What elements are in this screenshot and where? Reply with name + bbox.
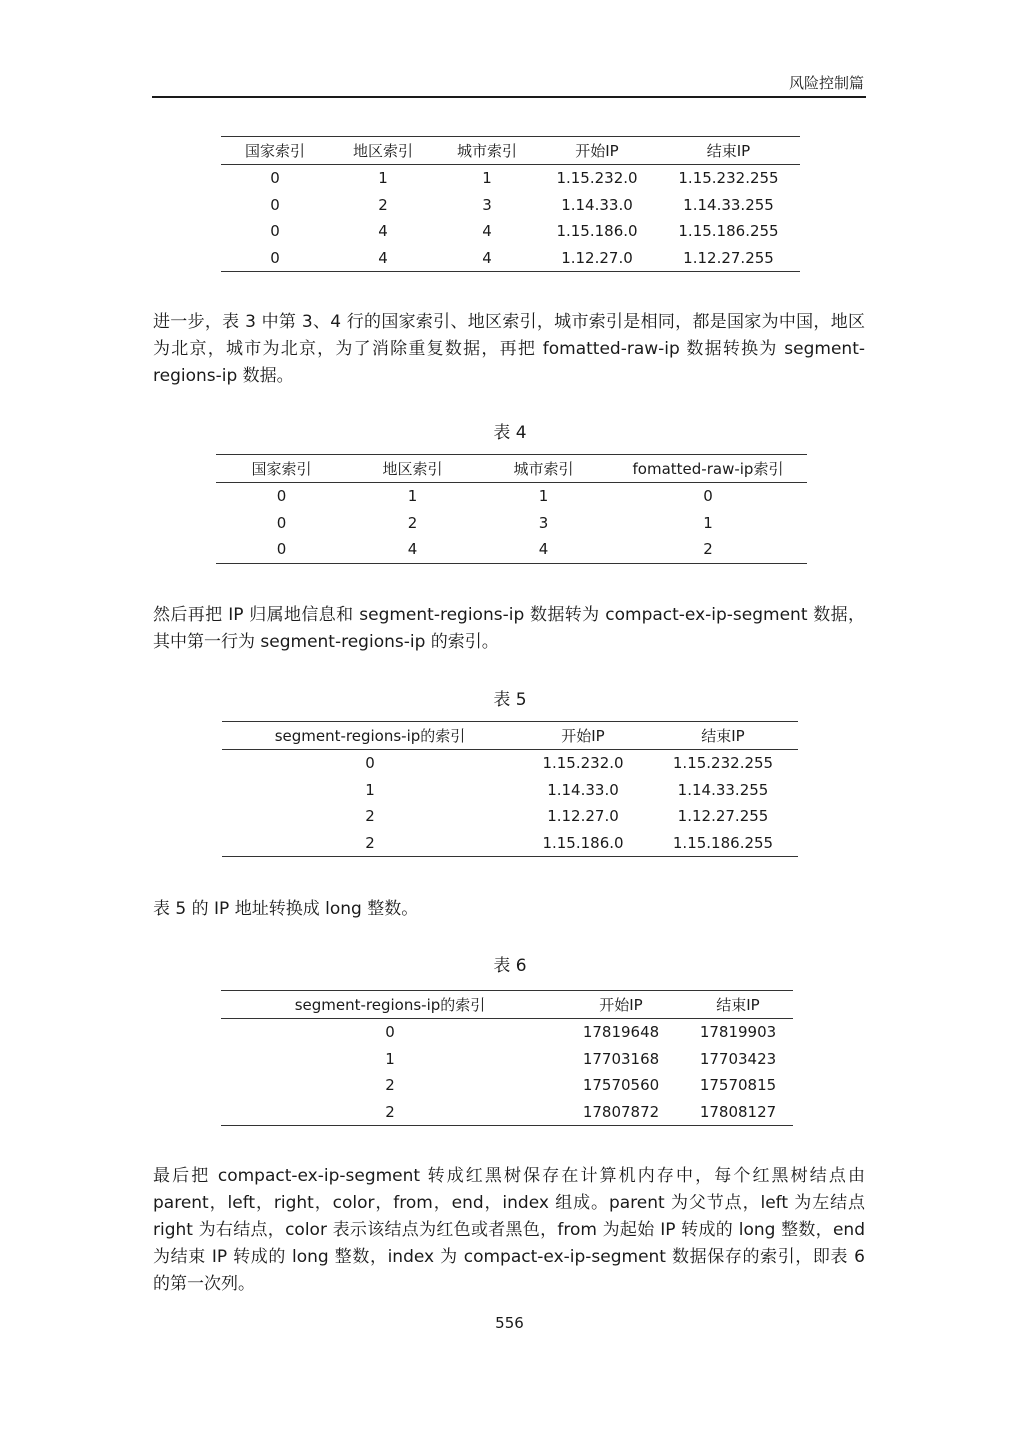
table-cell: 0 xyxy=(270,195,280,214)
table-row xyxy=(222,750,798,777)
column-header: 结束IP xyxy=(648,722,798,750)
table-cell: 17808127 xyxy=(699,1102,777,1121)
table-cell: 4 xyxy=(538,540,549,559)
table-cell: 1.15.232.255 xyxy=(672,754,774,773)
column-header: 国家索引 xyxy=(221,137,329,165)
column-header: 国家索引 xyxy=(216,455,347,483)
table-cell: 17570560 xyxy=(582,1076,660,1095)
table-cell: 1 xyxy=(538,487,549,506)
page-header xyxy=(152,70,866,98)
column-header: segment-regions-ip的索引 xyxy=(222,722,518,750)
table-cell: 17703423 xyxy=(699,1049,777,1068)
table-5 xyxy=(222,721,798,857)
table-cell: 1 xyxy=(378,169,388,188)
table-row xyxy=(222,830,798,857)
table-row xyxy=(221,245,800,272)
table-header-row xyxy=(222,722,798,750)
table-cell: 1.14.33.0 xyxy=(547,780,619,799)
table-cell: 1.15.186.0 xyxy=(556,222,638,241)
table-cell: 1.15.232.0 xyxy=(542,754,624,773)
table-cell: 1.12.27.255 xyxy=(677,807,769,826)
table-cell: 0 xyxy=(270,169,280,188)
table-cell: 0 xyxy=(276,487,287,506)
column-header: 开始IP xyxy=(537,137,657,165)
column-header: 城市索引 xyxy=(478,455,609,483)
table-cell: 4 xyxy=(482,222,492,241)
table-cell: 0 xyxy=(276,513,287,532)
table-caption: 表 5 xyxy=(493,690,527,710)
table-cell: 2 xyxy=(703,540,713,559)
table-cell: 17819903 xyxy=(699,1023,777,1042)
table-header-row xyxy=(216,455,807,483)
table-row xyxy=(221,165,800,192)
page-number: 556 xyxy=(495,1314,524,1332)
table-cell: 17807872 xyxy=(582,1102,660,1121)
table-cell: 1.15.186.0 xyxy=(542,833,624,852)
table-row xyxy=(222,803,798,830)
table-row xyxy=(221,1099,793,1126)
table-row xyxy=(222,777,798,804)
table-cell: 0 xyxy=(270,248,280,267)
table-cell: 2 xyxy=(407,513,418,532)
table-row xyxy=(221,1046,793,1073)
paragraph: 进一步，表 3 中第 3、4 行的国家索引、地区索引，城市索引是相同，都是国家为中国，地区为北京，城市为北京，为了消除重复数据，再把 fomatted-raw-ip 数据转换为 segment-regions-ip 数据。 xyxy=(153,312,865,386)
table-cell: 1.15.186.255 xyxy=(678,222,779,241)
table-cell: 4 xyxy=(482,248,492,267)
table-cell: 17703168 xyxy=(582,1049,660,1068)
table-row xyxy=(221,192,800,219)
table-caption: 表 4 xyxy=(493,423,527,443)
table-cell: 17570815 xyxy=(699,1076,777,1095)
column-header: 结束IP xyxy=(657,137,800,165)
table-header-row xyxy=(221,137,800,165)
column-header: 开始IP xyxy=(559,991,683,1019)
table-cell: 3 xyxy=(482,195,492,214)
header-title: 风险控制篇 xyxy=(788,74,864,92)
table-4 xyxy=(216,454,807,564)
column-header: segment-regions-ip的索引 xyxy=(221,991,559,1019)
table-header-row xyxy=(221,991,793,1019)
paragraph: 然后再把 IP 归属地信息和 segment-regions-ip 数据转为 compact-ex-ip-segment 数据，其中第一行为 segment-regions-ip 的索引。 xyxy=(153,605,865,652)
table-cell: 1.14.33.255 xyxy=(683,195,774,214)
table-cell: 1.15.232.0 xyxy=(556,169,638,188)
table-cell: 1 xyxy=(407,487,418,506)
table-row xyxy=(216,536,807,563)
table-3 xyxy=(221,136,800,272)
table-cell: 1.14.33.0 xyxy=(561,195,633,214)
table-cell: 1 xyxy=(385,1049,395,1068)
table-cell: 1.12.27.0 xyxy=(561,248,633,267)
table-cell: 4 xyxy=(378,222,388,241)
table-cell: 2 xyxy=(385,1076,395,1095)
column-header: 地区索引 xyxy=(347,455,478,483)
table-row xyxy=(216,510,807,537)
table-cell: 1.12.27.0 xyxy=(547,807,619,826)
column-header: 结束IP xyxy=(683,991,793,1019)
table-cell: 1 xyxy=(703,513,713,532)
table-caption: 表 6 xyxy=(493,956,527,976)
table-cell: 2 xyxy=(385,1102,395,1121)
table-row xyxy=(221,218,800,245)
column-header: 地区索引 xyxy=(329,137,437,165)
table-cell: 1.15.232.255 xyxy=(678,169,779,188)
paragraph: 最后把 compact-ex-ip-segment 转成红黑树保存在计算机内存中，每个红黑树结点由 parent，left，right，color，from，end，index 组成。parent 为父节点，left 为左结点 right 为右结点，color 表示该结点为红色或者黑色，from 为起始 IP 转成的 long 整数，end 为结束 IP 转成的 long 整数，index 为 compact-ex-ip-segment 数据保存的索引，即表 6 的第一次列。 xyxy=(153,1166,882,1294)
table-cell: 2 xyxy=(378,195,388,214)
table-6 xyxy=(221,990,793,1126)
table-cell: 0 xyxy=(365,754,375,773)
table-cell: 1 xyxy=(482,169,492,188)
table-cell: 1.15.186.255 xyxy=(672,833,774,852)
paragraph: 表 5 的 IP 地址转换成 long 整数。 xyxy=(153,899,419,919)
column-header: fomatted-raw-ip索引 xyxy=(609,455,807,483)
table-cell: 3 xyxy=(538,513,549,532)
table-cell: 1.14.33.255 xyxy=(677,780,769,799)
table-row xyxy=(216,483,807,510)
table-row xyxy=(221,1072,793,1099)
table-cell: 17819648 xyxy=(582,1023,660,1042)
column-header: 城市索引 xyxy=(437,137,537,165)
table-cell: 2 xyxy=(365,807,375,826)
table-cell: 1.12.27.255 xyxy=(683,248,774,267)
column-header: 开始IP xyxy=(518,722,648,750)
table-cell: 0 xyxy=(703,487,713,506)
table-cell: 0 xyxy=(276,540,287,559)
table-cell: 0 xyxy=(270,222,280,241)
table-row xyxy=(221,1019,793,1046)
table-cell: 4 xyxy=(378,248,388,267)
table-cell: 4 xyxy=(407,540,418,559)
table-cell: 2 xyxy=(365,833,375,852)
table-cell: 0 xyxy=(385,1023,395,1042)
table-cell: 1 xyxy=(365,780,375,799)
